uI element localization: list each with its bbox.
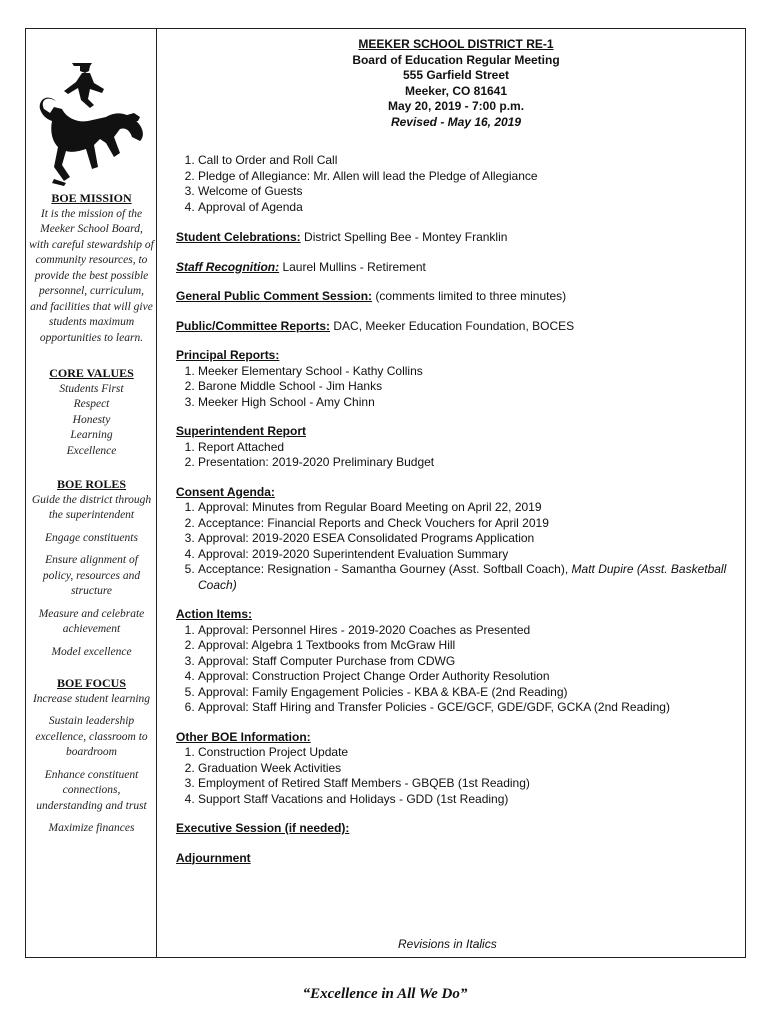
other-boe-information [176, 730, 736, 808]
section-title: Public/Committee Reports: [176, 318, 331, 333]
principal-reports [176, 348, 736, 410]
section-title: Staff Recognition: [176, 259, 280, 274]
list-item: 1. Construction Project Update [198, 745, 736, 761]
list-item: 1. Call to Order and Roll Call [198, 153, 736, 169]
section-title: Superintendent Report [176, 424, 307, 438]
list-item: 4. Approval of Agenda [198, 200, 736, 216]
committee-reports [176, 319, 736, 335]
list-item: 2. Barone Middle School - Jim Hanks [198, 379, 736, 395]
section-title: Executive Session (if needed): [176, 821, 350, 835]
item-text: Acceptance: Resignation - Samantha Gourney (Asst. Softball Coach), [198, 562, 572, 576]
public-comment [176, 289, 736, 305]
list-item: 1. Approval: Minutes from Regular Board Meeting on April 22, 2019 [198, 500, 736, 516]
list-item: 4. Approval: 2019-2020 Superintendent Evaluation Summary [198, 547, 736, 563]
meeting-date: May 20, 2019 - 7:00 p.m. [387, 99, 525, 113]
consent-agenda [176, 485, 736, 594]
list-item: 3. Approval: Staff Computer Purchase from CDWG [198, 654, 736, 670]
list-item: 5. Approval: Family Engagement Policies - KBA & KBA-E (2nd Reading) [198, 685, 736, 701]
district-name: MEEKER SCHOOL DISTRICT RE-1 [358, 37, 554, 51]
role-item: Ensure alignment of policy, resources and structure [42, 554, 141, 597]
city-address: Meeker, CO 81641 [404, 83, 508, 98]
list-item: 2. Graduation Week Activities [198, 761, 736, 777]
section-text: District Spelling Bee - Montey Franklin [300, 230, 508, 244]
role-item: Guide the district through the superintendent [31, 493, 152, 521]
section-text: (comments limited to three minutes) [372, 289, 567, 303]
meeting-title: Board of Education Regular Meeting [352, 52, 560, 67]
mission-text: It is the mission of the Meeker School Board, with careful stewardship of community resources, to provide the best possible personnel, curriculum, and facilities that will give students maximum opportunities to learn. [29, 207, 154, 344]
motto: “Excellence in All We Do” [302, 986, 468, 1002]
superintendent-report [176, 424, 736, 471]
section-text: Laurel Mullins - Retirement [279, 259, 426, 274]
revisions-note: Revisions in Italics [398, 937, 497, 951]
bronco-rider-logo [36, 61, 148, 187]
focus-item: Sustain leadership excellence, classroom to boardroom [35, 715, 148, 758]
list-item: 4. Support Staff Vacations and Holidays - GDD (1st Reading) [198, 792, 736, 808]
opening-list [176, 153, 736, 215]
street-address: 555 Garfield Street [402, 68, 510, 82]
list-item [198, 562, 736, 593]
section-title: Other BOE Information: [176, 729, 311, 744]
list-item: 2. Pledge of Allegiance: Mr. Allen will lead the Pledge of Allegiance [198, 169, 736, 185]
section-title: Principal Reports: [176, 348, 280, 362]
role-item: Engage constituents [45, 531, 138, 544]
adjournment [176, 851, 736, 867]
section-title: Adjournment [176, 850, 251, 865]
list-item: 6. Approval: Staff Hiring and Transfer Policies - GCE/GCF, GDE/GDF, GCKA (2nd Reading) [198, 700, 736, 716]
list-item: 3. Meeker High School - Amy Chinn [198, 395, 736, 411]
mission-heading: BOE MISSION [51, 191, 132, 205]
list-item: 3. Approval: 2019-2020 ESEA Consolidated Programs Application [198, 531, 736, 547]
section-title: Student Celebrations: [176, 230, 301, 244]
core-value: Excellence [66, 444, 117, 457]
student-celebrations [176, 230, 736, 246]
section-title: General Public Comment Session: [176, 289, 373, 303]
section-title: Action Items: [176, 607, 253, 621]
list-item: 1. Meeker Elementary School - Kathy Collins [198, 364, 736, 380]
section-text: DAC, Meeker Education Foundation, BOCES [330, 318, 575, 333]
focus-item: Increase student learning [32, 692, 151, 705]
focus-item: Enhance constituent connections, understanding and trust [36, 768, 147, 812]
revised-italic-text: Matt Dupire (Asst. Basketball Coach) [198, 562, 727, 592]
agenda-header [176, 37, 736, 130]
core-value: Learning [70, 429, 113, 441]
section-title: Consent Agenda: [176, 484, 275, 499]
revised-date: Revised - May 16, 2019 [390, 114, 522, 129]
list-item: 4. Approval: Construction Project Change Order Authority Resolution [198, 669, 736, 685]
sidebar [26, 29, 157, 957]
focus-heading: BOE FOCUS [56, 676, 126, 690]
core-value: Respect [73, 398, 110, 410]
list-item: 1. Report Attached [198, 440, 736, 456]
list-item: 3. Employment of Retired Staff Members - GBQEB (1st Reading) [198, 776, 736, 792]
list-item: 1. Approval: Personnel Hires - 2019-2020 Coaches as Presented [198, 623, 736, 639]
executive-session [176, 821, 736, 837]
list-item: 2. Approval: Algebra 1 Textbooks from McGraw Hill [198, 638, 736, 654]
agenda-frame [25, 28, 746, 958]
list-item: 2. Acceptance: Financial Reports and Check Vouchers for April 2019 [198, 516, 736, 532]
role-item: Model excellence [51, 645, 132, 658]
core-value: Honesty [72, 413, 111, 426]
core-value: Students First [59, 382, 124, 395]
action-items [176, 607, 736, 716]
staff-recognition [176, 260, 736, 276]
role-item: Measure and celebrate achievement [38, 607, 145, 635]
roles-heading: BOE ROLES [56, 477, 127, 491]
focus-item: Maximize finances [48, 822, 135, 834]
list-item: 3. Welcome of Guests [198, 184, 736, 200]
list-item: 2. Presentation: 2019-2020 Preliminary Budget [198, 455, 736, 471]
core-values-heading: CORE VALUES [49, 366, 134, 380]
agenda-main [176, 37, 736, 866]
